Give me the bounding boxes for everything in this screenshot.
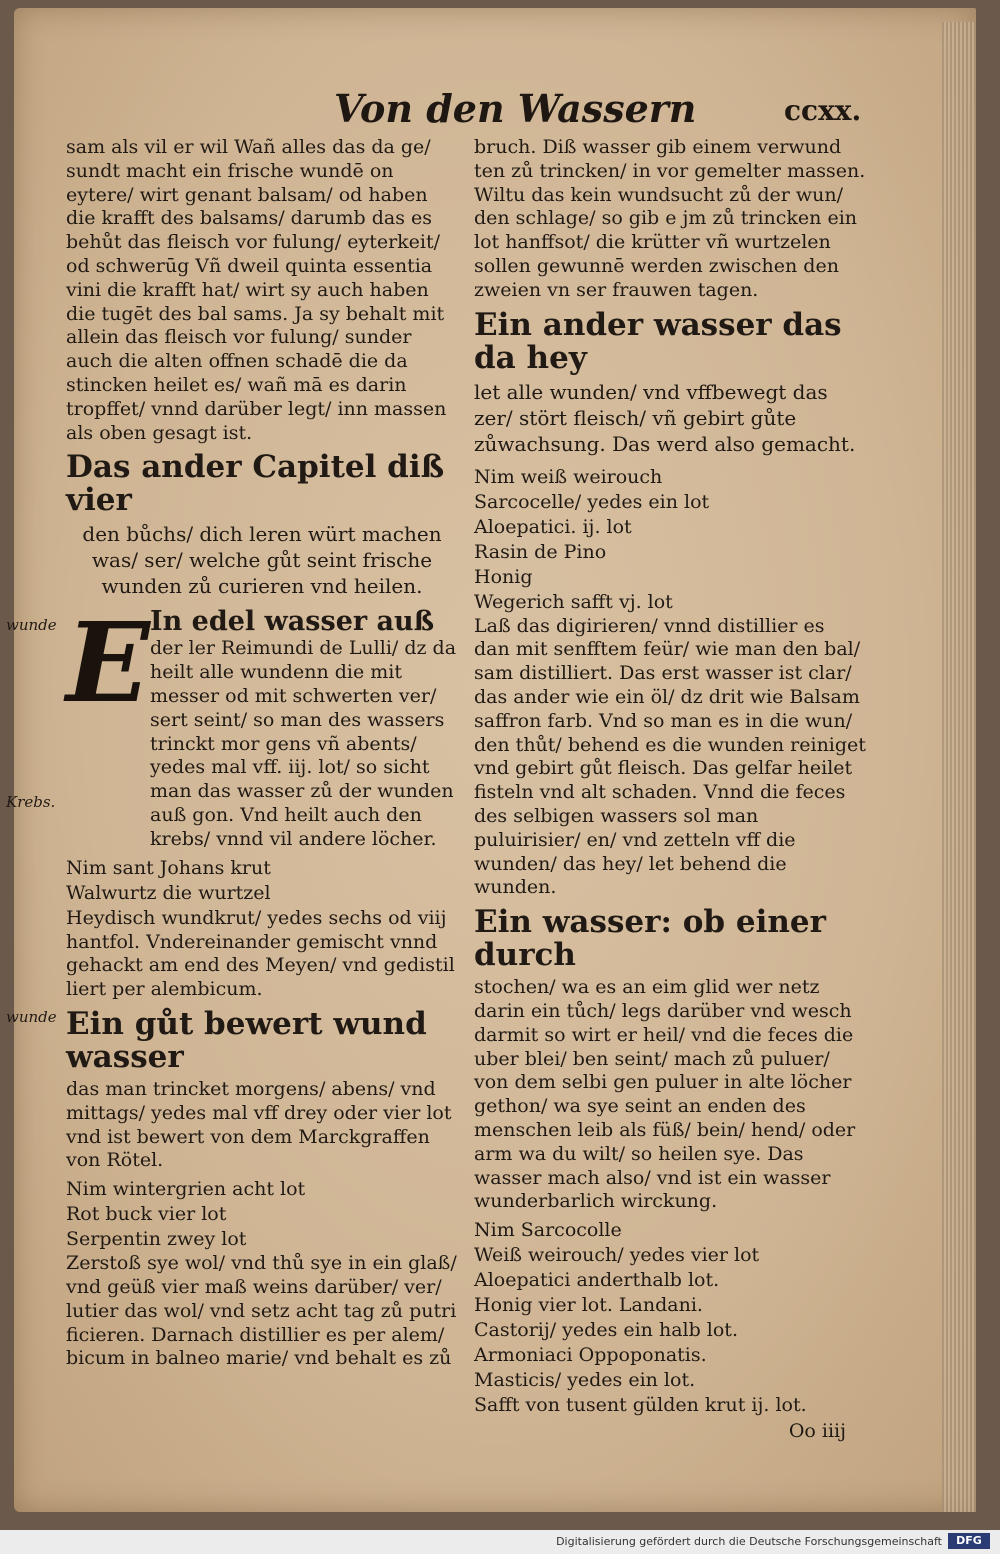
right-paragraph-1: bruch. Diß wasser gib einem verwund ten zů trincken/ in vor gemelter massen. Wiltu das kein wundsucht zů der wun/ den schlage/ so gib e jm zů trincken ein lot hanffsot/ die krütter vñ wurtzelen sollen gewunnē werden zwischen den zweien vn ser frauwen tagen.: [474, 136, 872, 301]
ingredient-item: Rot buck vier lot: [66, 1203, 227, 1226]
funding-notice: Digitalisierung gefördert durch die Deutsche Forschungsgemeinschaft: [556, 1535, 942, 1548]
ingredient-item: Sarcocelle/ yedes ein lot: [474, 490, 710, 513]
ingredient-item: Heydisch wundkrut/ yedes sechs od viij: [66, 906, 447, 929]
ingredient-item: Rasin de Pino: [474, 540, 607, 563]
ingredient-item: Serpentin zwey lot: [66, 1228, 247, 1251]
ingredient-item: Walwurtz die wurtzel: [66, 881, 271, 904]
right-paragraph-3: stochen/ wa es an eim glid wer netz darin ein tůch/ legs darüber vnd wesch darmit so wirt er heil/ vnd die feces die uber blei/ ben seint/ mach zů puluer/ von dem selbi gen puluer in alte löcher gethon/ wa sye seint an enden des menschen leib als füß/ bein/ hend/ oder arm wa du wilt/ so heilen sye. Das wasser mach also/ vnd ist ein wasser wunderbarlich wirckung.: [474, 976, 862, 1213]
ingredient-item: Castorij/ yedes ein halb lot.: [474, 1319, 738, 1342]
decorated-initial-block: [66, 598, 463, 851]
ingredient-item: Weiß weirouch/ yedes vier lot: [474, 1244, 760, 1267]
page-edges: [942, 22, 976, 1512]
ingredient-item: Safft von tusent gülden krut ij. lot.: [474, 1394, 807, 1417]
ingredient-item: Armoniaci Oppoponatis.: [474, 1344, 707, 1367]
left-paragraph-2: der ler Reimundi de Lulli/ dz da heilt alle wundenn die mit messer od mit schwerten ver/ sert seint/ so man des wassers trinckt mor gens vñ abents/ yedes mal vff. iij. lot/ so sicht man das wasser zů der wunden auß gon. Vnd heilt auch den krebs/ vnnd vil andere löcher.: [150, 637, 463, 850]
recipe-heading-3: Ein ander wasser das da hey: [474, 306, 842, 376]
ingredient-item: Nim wintergrien acht lot: [66, 1178, 306, 1201]
ingredient-item: Wegerich safft vj. lot: [474, 590, 673, 613]
margin-note-wunde-2: wunde: [6, 1008, 57, 1026]
ingredient-item: Nim sant Johans krut: [66, 856, 271, 879]
dfg-logo: DFG: [948, 1533, 990, 1549]
ingredient-item: Nim Sarcocolle: [474, 1219, 622, 1242]
running-header: [14, 86, 976, 136]
chapter-heading: Das ander Capitel diß vier: [66, 449, 445, 519]
left-paragraph-4: das man trincket morgens/ abens/ vnd mittags/ yedes mal vff drey oder vier lot vnd ist bewert von dem Marckgraffen von Rötel.: [66, 1077, 458, 1172]
folio-number: ccxx.: [784, 94, 862, 127]
right-paragraph-2: Laß das digirieren/ vnnd distillier es dan mit senfftem feür/ wie man den bal/ sam distilliert. Das erst wasser ist clar/ das ander wie ein öl/ dz drit wie Balsam saffron farb. Vnd so man es in die wun/ den thůt/ behend es die wunden reiniget vnd gebirt gůt fleisch. Das gelfar heilet fisteln vnd alt schaden. Vnnd die feces des selbigen wassers sol man puluirisier/ en/ vnd zetteln vff die wunden/ das hey/ let behend die wunden.: [474, 614, 872, 899]
right-column: [474, 136, 872, 1463]
margin-note-krebs: Krebs.: [6, 793, 56, 811]
recipe-heading-lead: In edel wasser auß: [150, 606, 435, 638]
recipe-heading-2: Ein gůt bewert wund wasser: [66, 1005, 427, 1075]
ingredient-item: Honig vier lot. Landani.: [474, 1294, 703, 1317]
ingredient-item: Aloepatici anderthalb lot.: [474, 1269, 720, 1292]
margin-note-wunde-1: wunde: [6, 616, 57, 634]
left-column: [66, 136, 463, 1375]
left-paragraph-5: Zerstoß sye wol/ vnd thů sye in ein glaß/ vnd geüß vier maß weins darüber/ ver/ lutier das wol/ vnd setz acht tag zů putri ficieren. Darnach distillier es per alem/ bicum in balneo marie/ vnd behalt es zů: [66, 1252, 463, 1370]
book-page: [6, 8, 976, 1512]
left-paragraph-1: sam als vil er wil Wañ alles das da ge/ sundt macht ein frische wundē on eytere/ wirt genant balsam/ od haben die krafft des balsams/ darumb das es behůt das fleisch vor fulung/ eyterkeit/ od schwerūg Vñ dweil quinta essentia vini die krafft hat/ wirt sy auch haben die tugēt des bal sams. Ja sy behalt mit allein das fleisch vor fulung/ sunder auch die alten offnen schadē die da stincken heilet es/ wañ mā es darin tropffet/ vnnd darüber legt/ inn massen als oben gesagt ist.: [66, 136, 453, 444]
ingredient-item: Masticis/ yedes ein lot.: [474, 1369, 696, 1392]
drop-cap-initial: E: [66, 598, 150, 728]
ingredient-item: Aloepatici. ij. lot: [474, 515, 632, 538]
ingredient-item: Honig: [474, 565, 533, 588]
left-paragraph-3: hantfol. Vndereinander gemischt vnnd gehackt am end des Meyen/ vnd gedistil liert per alembicum.: [66, 930, 461, 1001]
running-title: Von den Wassern: [334, 86, 697, 131]
recipe-heading-4: Ein wasser: ob einer durch: [474, 904, 826, 974]
catchword: Oo iiij: [788, 1420, 846, 1443]
recipe-subheading-3: let alle wunden/ vnd vffbewegt das zer/ stört fleisch/ vñ gebirt gůte zůwachsung. Das werd also gemacht.: [474, 379, 856, 456]
ingredient-item: Nim weiß weirouch: [474, 465, 663, 488]
chapter-subheading: den bůchs/ dich leren würt machen was/ ser/ welche gůt seint frische wunden zů curieren vnd heilen.: [82, 522, 442, 599]
digitization-footer: [0, 1530, 1000, 1554]
